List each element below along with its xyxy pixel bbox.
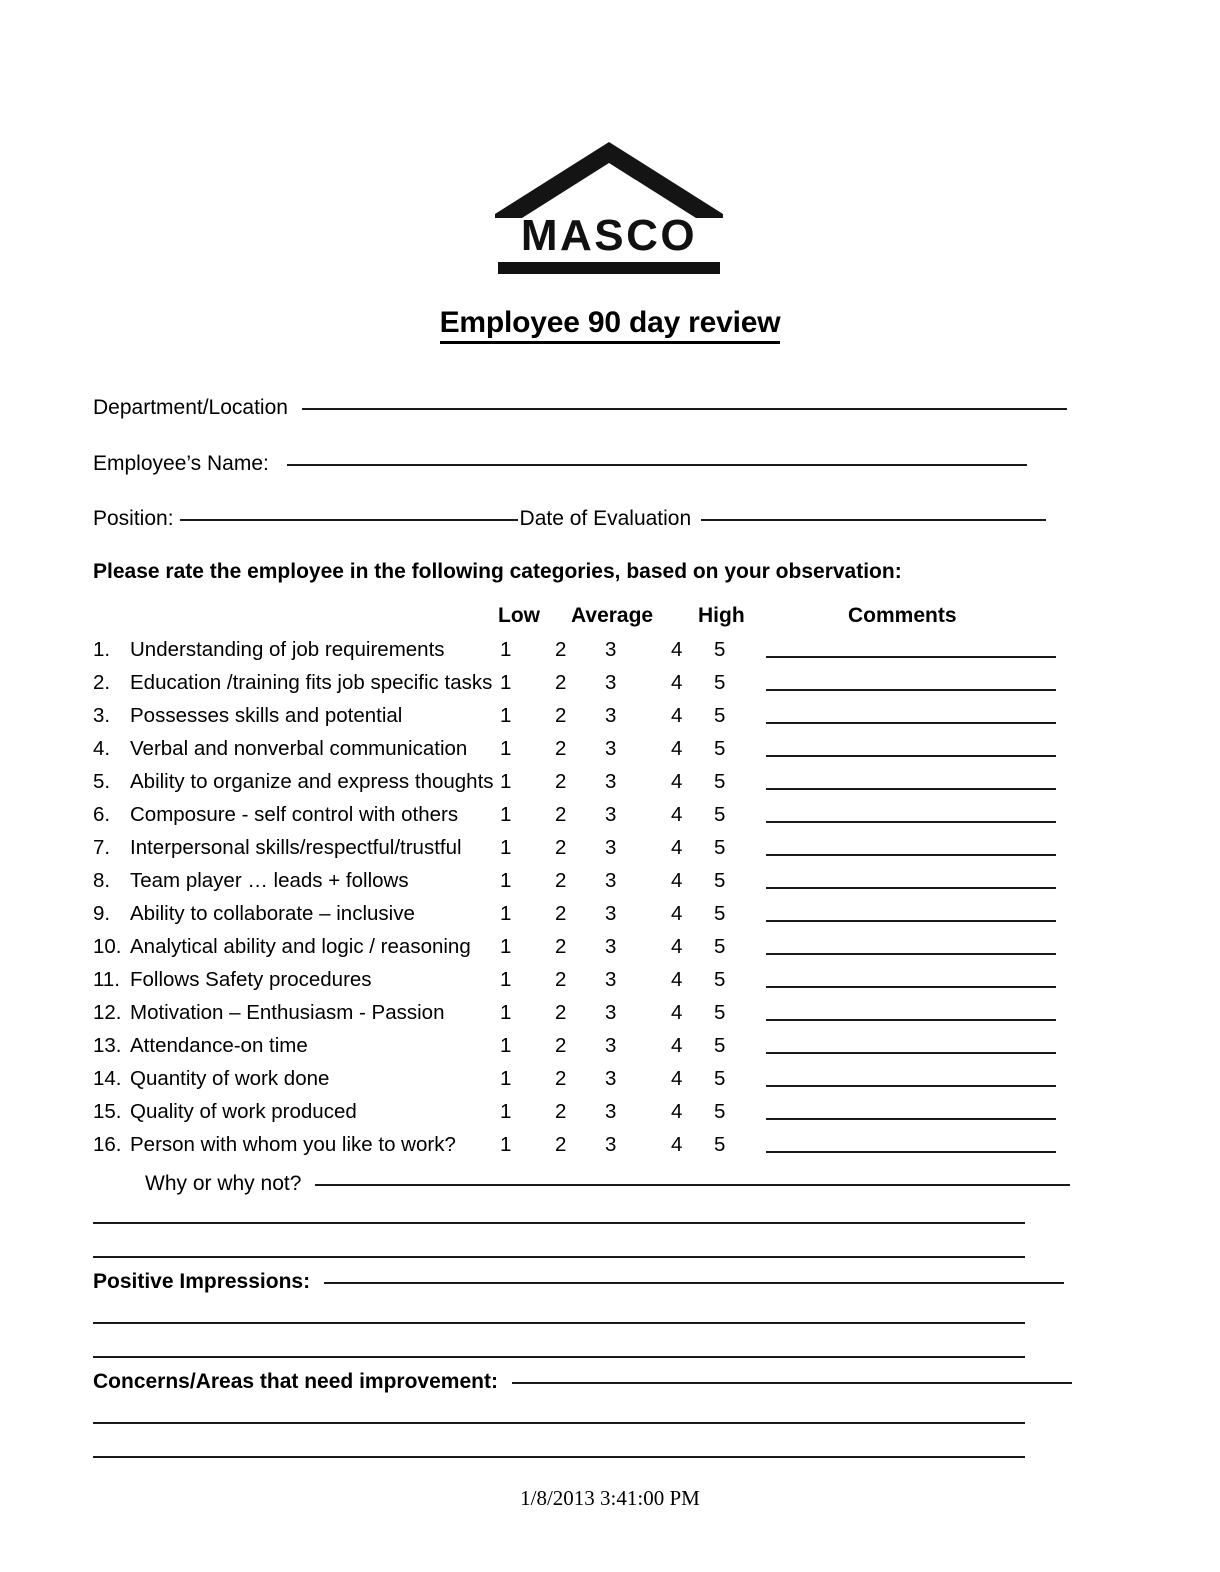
- rating-option-5[interactable]: 5: [714, 770, 726, 793]
- blank-write-line[interactable]: [93, 1222, 1025, 1224]
- rating-option-4[interactable]: 4: [671, 1133, 683, 1156]
- rating-option-3[interactable]: 3: [605, 803, 617, 826]
- rating-item-label: Person with whom you like to work?: [130, 1133, 456, 1156]
- rating-item-label: Analytical ability and logic / reasoning: [130, 935, 471, 958]
- field-input-employee-name[interactable]: [287, 464, 1027, 466]
- rating-item-number: 9.: [93, 902, 111, 925]
- rating-option-1[interactable]: 1: [500, 902, 512, 925]
- rating-option-3[interactable]: 3: [605, 737, 617, 760]
- rating-item-label: Quality of work produced: [130, 1100, 357, 1123]
- rating-option-5[interactable]: 5: [714, 902, 726, 925]
- rating-item-number: 13.: [93, 1034, 122, 1057]
- rating-option-5[interactable]: 5: [714, 671, 726, 694]
- rating-option-3[interactable]: 3: [605, 968, 617, 991]
- rating-comment-input[interactable]: [766, 986, 1056, 988]
- rating-option-4[interactable]: 4: [671, 737, 683, 760]
- rating-option-1[interactable]: 1: [500, 1067, 512, 1090]
- rating-comment-input[interactable]: [766, 887, 1056, 889]
- section-positive-impressions: [93, 1270, 1064, 1294]
- table-row: [93, 638, 1093, 671]
- rating-option-4[interactable]: 4: [671, 638, 683, 661]
- blank-write-line[interactable]: [93, 1256, 1025, 1258]
- field-label-position: Position:: [93, 507, 174, 530]
- rating-option-4[interactable]: 4: [671, 869, 683, 892]
- rating-item-number: 14.: [93, 1067, 122, 1090]
- rating-item-number: 12.: [93, 1001, 122, 1024]
- table-row: [93, 1034, 1093, 1067]
- rating-comment-input[interactable]: [766, 788, 1056, 790]
- section-input-concerns[interactable]: [512, 1382, 1072, 1384]
- section-concerns: [93, 1370, 1072, 1394]
- table-row: [93, 803, 1093, 836]
- rating-comment-input[interactable]: [766, 656, 1056, 658]
- rating-option-5[interactable]: 5: [714, 1034, 726, 1057]
- rating-option-3[interactable]: 3: [605, 869, 617, 892]
- rating-option-5[interactable]: 5: [714, 803, 726, 826]
- rating-item-label: Team player … leads + follows: [130, 869, 409, 892]
- rating-option-4[interactable]: 4: [671, 1001, 683, 1024]
- rating-option-2[interactable]: 2: [555, 1100, 567, 1123]
- rating-option-3[interactable]: 3: [605, 1001, 617, 1024]
- rating-item-number: 7.: [93, 836, 111, 859]
- rating-option-2[interactable]: 2: [555, 671, 567, 694]
- rating-option-3[interactable]: 3: [605, 1100, 617, 1123]
- section-label-positive-impressions: Positive Impressions:: [93, 1270, 311, 1293]
- rating-option-5[interactable]: 5: [714, 1067, 726, 1090]
- rating-option-3[interactable]: 3: [605, 638, 617, 661]
- field-position-and-date: [93, 507, 1046, 531]
- rating-option-1[interactable]: 1: [500, 671, 512, 694]
- page-title-text: Employee 90 day review: [440, 306, 781, 344]
- rating-item-label: Ability to organize and express thoughts: [130, 770, 494, 793]
- rating-option-1[interactable]: 1: [500, 1001, 512, 1024]
- section-input-positive-impressions[interactable]: [324, 1282, 1064, 1284]
- rating-option-1[interactable]: 1: [500, 869, 512, 892]
- rating-option-4[interactable]: 4: [671, 968, 683, 991]
- table-row: [93, 1001, 1093, 1034]
- rating-option-1[interactable]: 1: [500, 836, 512, 859]
- rating-option-4[interactable]: 4: [671, 902, 683, 925]
- rating-option-2[interactable]: 2: [555, 968, 567, 991]
- table-row: [93, 869, 1093, 902]
- rating-item-label: Follows Safety procedures: [130, 968, 372, 991]
- rating-comment-input[interactable]: [766, 953, 1056, 955]
- footer-timestamp: 1/8/2013 3:41:00 PM: [520, 1486, 700, 1510]
- rating-option-2[interactable]: 2: [555, 770, 567, 793]
- rating-option-2[interactable]: 2: [555, 803, 567, 826]
- rating-option-5[interactable]: 5: [714, 869, 726, 892]
- rating-option-3[interactable]: 3: [605, 935, 617, 958]
- section-label-concerns: Concerns/Areas that need improvement:: [93, 1370, 498, 1393]
- rating-item-number: 2.: [93, 671, 111, 694]
- rating-item-number: 6.: [93, 803, 111, 826]
- field-label-date-of-evaluation: Date of Evaluation: [519, 507, 692, 530]
- table-row: [93, 770, 1093, 803]
- rating-option-5[interactable]: 5: [714, 935, 726, 958]
- field-employee-name: [93, 452, 1027, 476]
- table-row: [93, 935, 1093, 968]
- rating-option-3[interactable]: 3: [605, 704, 617, 727]
- rating-item-number: 15.: [93, 1100, 122, 1123]
- rating-item-label: Education /training fits job specific tasks: [130, 671, 493, 694]
- rating-option-1[interactable]: 1: [500, 935, 512, 958]
- rating-option-4[interactable]: 4: [671, 1067, 683, 1090]
- rating-option-3[interactable]: 3: [605, 1133, 617, 1156]
- blank-write-line[interactable]: [93, 1322, 1025, 1324]
- rating-option-4[interactable]: 4: [671, 671, 683, 694]
- table-row: [93, 836, 1093, 869]
- rating-item-number: 1.: [93, 638, 111, 661]
- rating-option-3[interactable]: 3: [605, 1067, 617, 1090]
- rating-option-1[interactable]: 1: [500, 638, 512, 661]
- rating-option-2[interactable]: 2: [555, 836, 567, 859]
- instruction-text: Please rate the employee in the following categories, based on your observation:: [93, 560, 902, 583]
- table-row: [93, 1067, 1093, 1100]
- rating-option-1[interactable]: 1: [500, 704, 512, 727]
- column-header-comments: Comments: [848, 604, 957, 627]
- logo-underbar: [498, 262, 720, 274]
- rating-table: [93, 604, 1093, 1166]
- rating-option-4[interactable]: 4: [671, 836, 683, 859]
- rating-option-1[interactable]: 1: [500, 1100, 512, 1123]
- rating-comment-input[interactable]: [766, 1085, 1056, 1087]
- rating-comment-input[interactable]: [766, 689, 1056, 691]
- rating-option-4[interactable]: 4: [671, 935, 683, 958]
- rating-option-3[interactable]: 3: [605, 671, 617, 694]
- rating-comment-input[interactable]: [766, 1019, 1056, 1021]
- rating-table-header: [93, 604, 1093, 638]
- rating-option-5[interactable]: 5: [714, 737, 726, 760]
- blank-write-line[interactable]: [93, 1422, 1025, 1424]
- logo-wordmark: MASCO: [520, 211, 698, 260]
- rating-option-5[interactable]: 5: [714, 836, 726, 859]
- rating-option-4[interactable]: 4: [671, 770, 683, 793]
- rating-item-label: Composure - self control with others: [130, 803, 459, 826]
- rating-comment-input[interactable]: [766, 722, 1056, 724]
- rating-item-label: Motivation – Enthusiasm - Passion: [130, 1001, 445, 1024]
- rating-option-3[interactable]: 3: [605, 836, 617, 859]
- rating-item-label: Verbal and nonverbal communication: [130, 737, 468, 760]
- field-label-employee-name: Employee’s Name:: [93, 452, 269, 475]
- rating-option-3[interactable]: 3: [605, 770, 617, 793]
- rating-comment-input[interactable]: [766, 854, 1056, 856]
- rating-comment-input[interactable]: [766, 920, 1056, 922]
- rating-option-4[interactable]: 4: [671, 803, 683, 826]
- column-header-high: High: [698, 604, 745, 627]
- field-input-department-location[interactable]: [302, 408, 1067, 410]
- rating-option-3[interactable]: 3: [605, 1034, 617, 1057]
- rating-option-5[interactable]: 5: [714, 1001, 726, 1024]
- rating-item-label: Attendance-on time: [130, 1034, 308, 1057]
- table-row: [93, 1133, 1093, 1166]
- table-row: [93, 968, 1093, 1001]
- rating-option-5[interactable]: 5: [714, 1133, 726, 1156]
- column-header-average: Average: [571, 604, 654, 627]
- rating-item-label: Understanding of job requirements: [130, 638, 445, 661]
- rating-option-1[interactable]: 1: [500, 803, 512, 826]
- blank-write-line[interactable]: [93, 1456, 1025, 1458]
- rating-item-number: 10.: [93, 935, 122, 958]
- rating-option-5[interactable]: 5: [714, 704, 726, 727]
- rating-option-2[interactable]: 2: [555, 737, 567, 760]
- field-label-why-or-why-not: Why or why not?: [145, 1172, 302, 1195]
- rating-option-2[interactable]: 2: [555, 902, 567, 925]
- table-row: [93, 671, 1093, 704]
- rating-comment-input[interactable]: [766, 1052, 1056, 1054]
- table-row: [93, 1100, 1093, 1133]
- rating-item-number: 5.: [93, 770, 111, 793]
- rating-option-5[interactable]: 5: [714, 1100, 726, 1123]
- rating-option-1[interactable]: 1: [500, 737, 512, 760]
- rating-option-4[interactable]: 4: [671, 1100, 683, 1123]
- rating-option-4[interactable]: 4: [671, 1034, 683, 1057]
- field-input-why-or-why-not[interactable]: [315, 1184, 1070, 1186]
- blank-write-line[interactable]: [93, 1356, 1025, 1358]
- field-input-date-of-evaluation[interactable]: [701, 519, 1046, 521]
- table-row: [93, 704, 1093, 737]
- rating-item-number: 8.: [93, 869, 111, 892]
- rating-item-label: Possesses skills and potential: [130, 704, 403, 727]
- rating-comment-input[interactable]: [766, 1118, 1056, 1120]
- field-input-position[interactable]: [180, 519, 518, 521]
- rating-item-number: 4.: [93, 737, 111, 760]
- rating-comment-input[interactable]: [766, 755, 1056, 757]
- table-row: [93, 902, 1093, 935]
- field-label-department-location: Department/Location: [93, 396, 288, 419]
- table-row: [93, 737, 1093, 770]
- rating-item-number: 11.: [93, 968, 120, 991]
- rating-option-2[interactable]: 2: [555, 638, 567, 661]
- field-department-location: [93, 396, 1067, 420]
- rating-option-1[interactable]: 1: [500, 1133, 512, 1156]
- rating-option-2[interactable]: 2: [555, 704, 567, 727]
- rating-option-2[interactable]: 2: [555, 1034, 567, 1057]
- rating-option-1[interactable]: 1: [500, 968, 512, 991]
- rating-option-3[interactable]: 3: [605, 902, 617, 925]
- rating-option-2[interactable]: 2: [555, 1001, 567, 1024]
- page-title: [0, 306, 1220, 340]
- rating-option-2[interactable]: 2: [555, 869, 567, 892]
- masco-logo: [495, 140, 723, 275]
- rating-option-2[interactable]: 2: [555, 1133, 567, 1156]
- rating-option-5[interactable]: 5: [714, 968, 726, 991]
- rating-option-2[interactable]: 2: [555, 935, 567, 958]
- rating-comment-input[interactable]: [766, 821, 1056, 823]
- rating-option-4[interactable]: 4: [671, 704, 683, 727]
- rating-item-label: Interpersonal skills/respectful/trustful: [130, 836, 462, 859]
- rating-item-label: Ability to collaborate – inclusive: [130, 902, 415, 925]
- field-why-or-why-not: [145, 1172, 1070, 1196]
- rating-item-number: 3.: [93, 704, 111, 727]
- column-header-low: Low: [498, 604, 540, 627]
- rating-option-1[interactable]: 1: [500, 1034, 512, 1057]
- rating-item-label: Quantity of work done: [130, 1067, 330, 1090]
- rating-option-2[interactable]: 2: [555, 1067, 567, 1090]
- roof-chevron-icon: [495, 140, 723, 218]
- rating-option-1[interactable]: 1: [500, 770, 512, 793]
- rating-option-5[interactable]: 5: [714, 638, 726, 661]
- rating-item-number: 16.: [93, 1133, 122, 1156]
- rating-comment-input[interactable]: [766, 1151, 1056, 1153]
